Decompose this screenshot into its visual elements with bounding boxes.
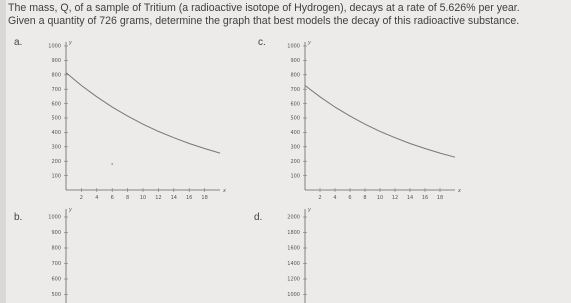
x-tick-label: 12 <box>391 195 399 201</box>
y-tick-label: 500 <box>290 115 300 122</box>
y-tick-label: 900 <box>51 230 61 237</box>
y-tick-label: 1600 <box>287 245 300 252</box>
question-text <box>8 2 568 28</box>
x-tick-label: 6 <box>110 195 114 201</box>
y-tick-label: 700 <box>51 86 61 93</box>
y-tick-label: 1000 <box>287 292 300 299</box>
x-axis-label: x <box>458 188 461 194</box>
question-line-1: The mass, Q, of a sample of Tritium (a radioactive isotope of Hydrogen), decays at a rate of 5.626% per year. <box>8 2 520 14</box>
left-page-edge <box>0 0 6 303</box>
y-tick-label: 800 <box>51 72 61 79</box>
x-tick-label: 2 <box>79 195 83 201</box>
x-tick-label: 10 <box>376 195 384 201</box>
y-tick-label: 1000 <box>48 214 61 221</box>
x-tick-label: 10 <box>139 195 147 201</box>
y-axis-label: y <box>308 40 311 46</box>
graph-a[interactable] <box>30 38 230 208</box>
x-tick-label: 4 <box>95 195 99 201</box>
x-tick-label: 2 <box>318 195 322 201</box>
y-axis-label: y <box>69 40 72 46</box>
y-tick-label: 700 <box>51 261 61 268</box>
x-tick-label: 14 <box>406 195 414 201</box>
y-tick-label: 800 <box>290 72 300 79</box>
y-tick-label: 200 <box>290 158 300 165</box>
x-tick-label: 16 <box>186 195 193 201</box>
x-tick-label: 6 <box>348 195 352 201</box>
y-tick-label: 300 <box>290 144 300 151</box>
y-tick-label: 700 <box>290 86 300 93</box>
x-tick-label: 14 <box>170 195 177 201</box>
y-tick-label: 500 <box>51 115 61 122</box>
y-tick-label: 2000 <box>287 214 300 221</box>
y-tick-label: 200 <box>51 158 61 165</box>
option-a-label[interactable]: a. <box>14 37 23 48</box>
y-tick-label: 100 <box>51 173 61 180</box>
x-tick-label: 8 <box>363 195 367 201</box>
y-tick-label: 1800 <box>287 230 300 237</box>
decay-curve <box>66 73 220 154</box>
x-axis-label: x <box>223 188 226 194</box>
y-tick-label: 300 <box>51 144 61 151</box>
question-line-2: Given a quantity of 726 grams, determine the graph that best models the decay of this radioactive substance. <box>8 15 520 27</box>
y-tick-label: 600 <box>51 101 61 108</box>
y-tick-label: 800 <box>51 245 61 252</box>
graph-d[interactable] <box>275 205 475 303</box>
y-tick-label: 1400 <box>287 261 300 268</box>
decay-curve <box>305 86 455 158</box>
option-d-label[interactable]: d. <box>254 212 263 223</box>
y-tick-label: 400 <box>51 130 61 137</box>
x-tick-label: 18 <box>436 195 444 201</box>
y-tick-label: 100 <box>290 173 300 180</box>
stray-point <box>111 163 113 165</box>
y-tick-label: 600 <box>290 101 300 108</box>
y-tick-label: 900 <box>290 58 300 65</box>
y-axis-label: y <box>69 207 72 213</box>
option-b-label[interactable]: b. <box>14 212 23 223</box>
y-axis-label: y <box>308 207 311 213</box>
y-tick-label: 1200 <box>287 276 300 283</box>
y-tick-label: 500 <box>51 292 61 299</box>
y-tick-label: 400 <box>290 130 300 137</box>
x-tick-label: 4 <box>333 195 337 201</box>
y-tick-label: 600 <box>51 276 61 283</box>
y-tick-label: 1000 <box>48 43 61 50</box>
graph-c[interactable] <box>275 38 475 208</box>
graph-b[interactable] <box>30 205 230 303</box>
option-c-label[interactable]: c. <box>258 37 266 48</box>
x-tick-label: 18 <box>201 195 208 201</box>
x-tick-label: 12 <box>155 195 162 201</box>
y-tick-label: 1000 <box>287 43 300 50</box>
x-tick-label: 16 <box>421 195 429 201</box>
y-tick-label: 900 <box>51 58 61 65</box>
x-tick-label: 8 <box>126 195 130 201</box>
